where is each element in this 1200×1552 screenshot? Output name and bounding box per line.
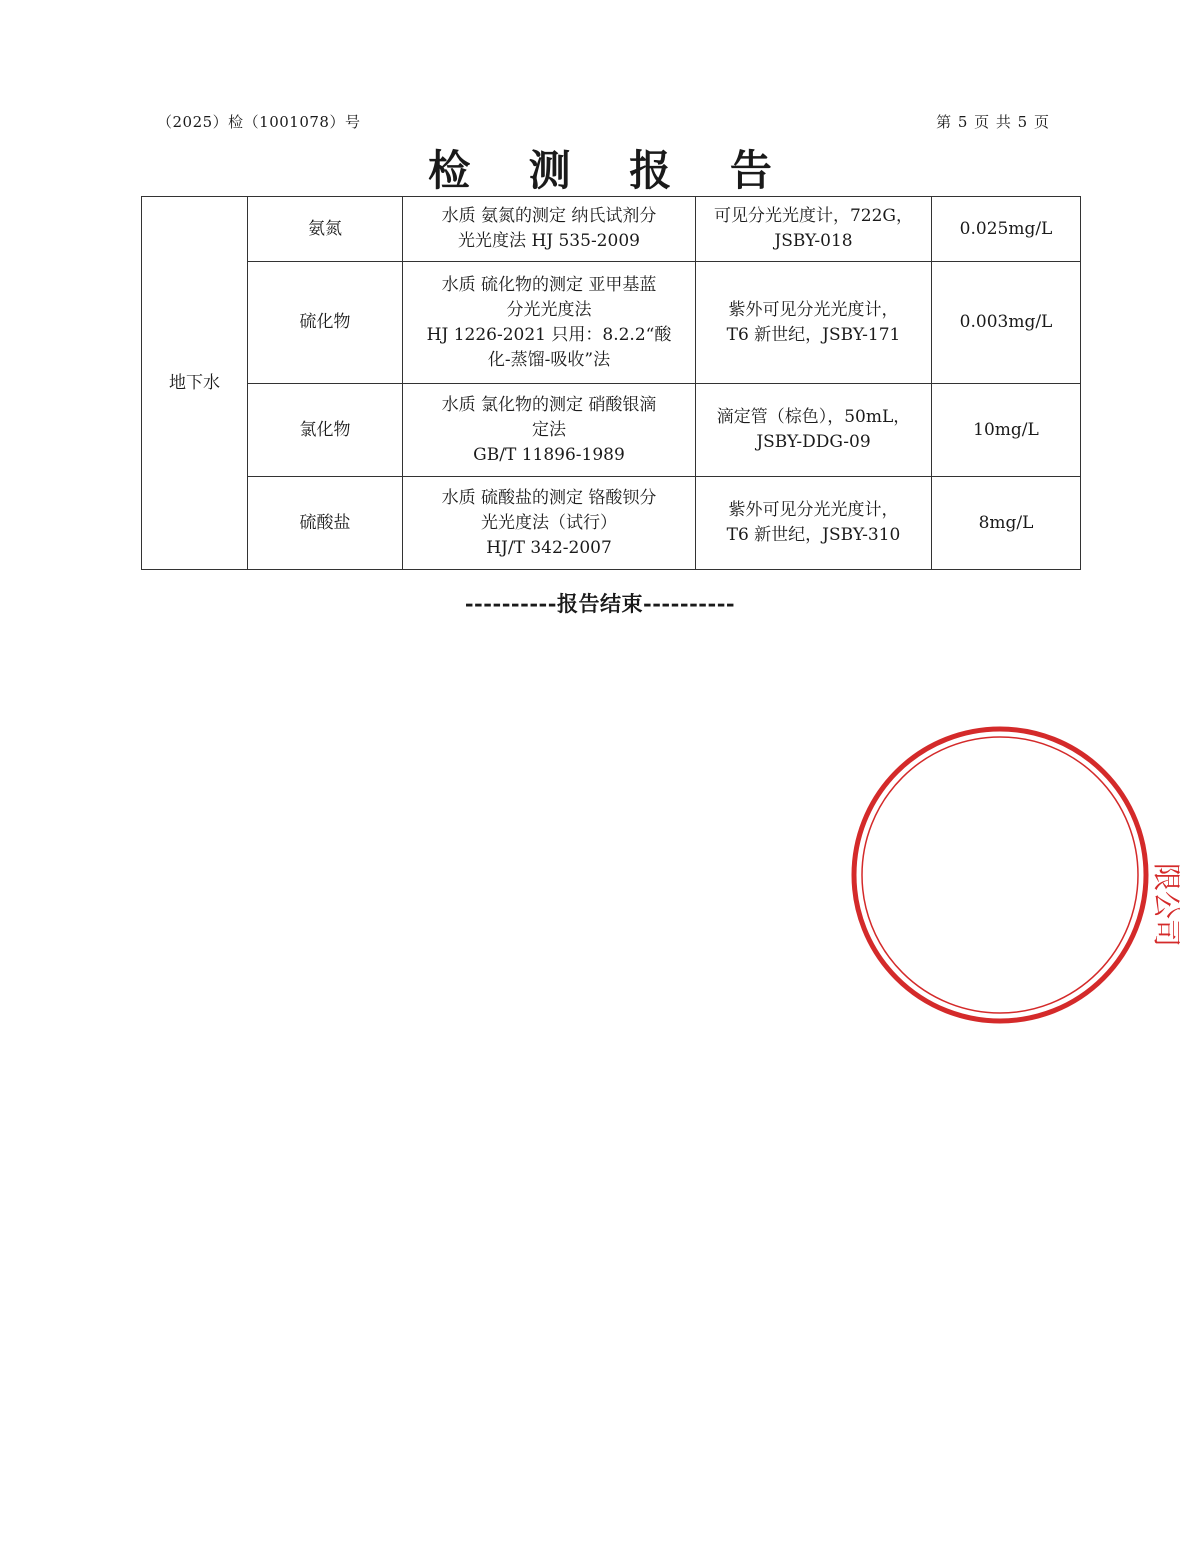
instrument-line: JSBY-018	[774, 231, 853, 251]
report-end-marker: ----------报告结束----------	[464, 591, 736, 616]
detection-limit-cell: 0.025mg/L	[932, 197, 1081, 262]
seal-graphic	[1040, 775, 1183, 975]
page-info: 第 5 页 共 5 页	[936, 113, 1050, 131]
method-line: HJ 1226-2021 只用：8.2.2“酸	[426, 324, 672, 345]
test-item-cell: 硫酸盐	[248, 477, 403, 570]
table-row	[142, 384, 1081, 477]
report-number: （2025）检（1001078）号	[157, 113, 361, 131]
test-item-cell: 氨氮	[248, 197, 403, 262]
method-line: 光光度法（试行）	[481, 512, 617, 533]
method-line: 分光光度法	[506, 299, 592, 320]
method-line: 光光度法 HJ 535-2009	[458, 231, 640, 251]
table-row	[142, 262, 1081, 384]
test-item-cell: 硫化物	[248, 262, 403, 384]
instrument-line: 滴定管（棕色），50mL，	[716, 407, 911, 427]
method-cell	[403, 262, 696, 384]
test-method-table	[141, 196, 1081, 570]
method-cell	[403, 384, 696, 477]
instrument-cell	[696, 384, 932, 477]
method-line: GB/T 11896-1989	[473, 444, 625, 465]
instrument-cell	[696, 477, 932, 570]
detection-limit-cell: 0.003mg/L	[932, 262, 1081, 384]
instrument-line: T6 新世纪，JSBY-171	[726, 324, 901, 345]
instrument-line: 紫外可见分光光度计，	[728, 500, 899, 520]
seal-text: 限公司	[1150, 863, 1183, 948]
company-seal-icon	[1040, 775, 1183, 975]
method-line: HJ/T 342-2007	[486, 537, 612, 558]
method-line: 水质 硫酸盐的测定 铬酸钡分	[441, 487, 657, 508]
table-row	[142, 477, 1081, 570]
instrument-line: JSBY-DDG-09	[756, 432, 871, 452]
test-item-cell: 氯化物	[248, 384, 403, 477]
instrument-cell	[696, 197, 932, 262]
method-line: 定法	[532, 419, 566, 440]
instrument-line: 紫外可见分光光度计，	[728, 299, 899, 320]
detection-limit-cell: 8mg/L	[932, 477, 1081, 570]
method-line: 水质 氯化物的测定 硝酸银滴	[441, 394, 657, 415]
method-line: 化-蒸馏-吸收”法	[487, 349, 611, 370]
method-line: 水质 硫化物的测定 亚甲基蓝	[441, 274, 657, 295]
table-row	[142, 197, 1081, 262]
report-title: 检 测 报 告	[428, 146, 794, 195]
method-line: 水质 氨氮的测定 纳氏试剂分	[441, 206, 657, 226]
method-cell	[403, 477, 696, 570]
detection-limit-cell: 10mg/L	[932, 384, 1081, 477]
sample-category-cell: 地下水	[142, 197, 248, 570]
instrument-cell	[696, 262, 932, 384]
instrument-line: T6 新世纪，JSBY-310	[726, 525, 901, 545]
method-cell	[403, 197, 696, 262]
instrument-line: 可见分光光度计，722G，	[713, 206, 914, 226]
